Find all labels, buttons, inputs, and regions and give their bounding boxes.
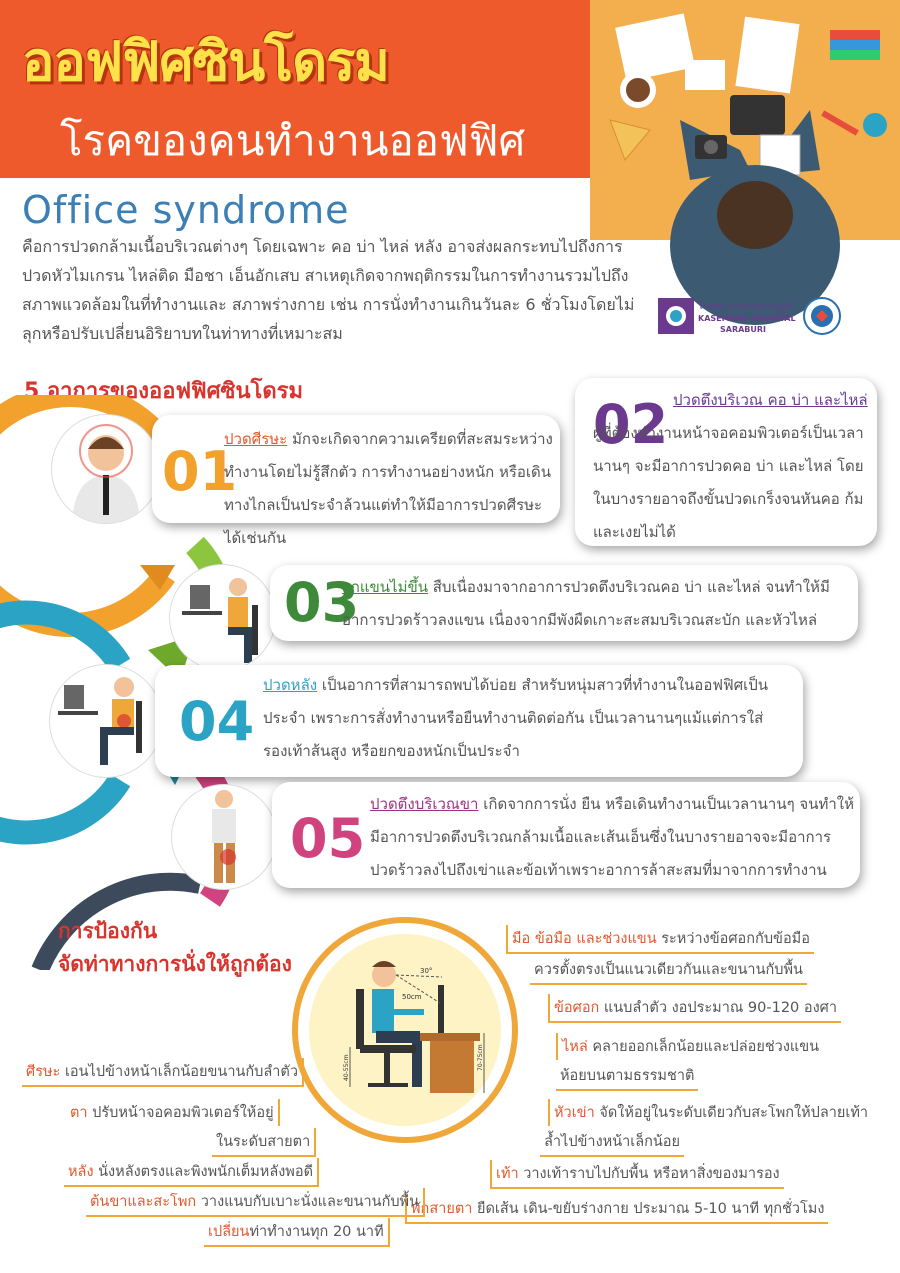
- tip-shoulder: [556, 1033, 823, 1060]
- logo-name-th: โรงพยาบาลเกษมราษฎร์: [698, 302, 792, 312]
- tip-text: จัดให้อยู่ในระดับเดียวกับสะโพกให้ปลายเท้า: [594, 1105, 869, 1121]
- tip-elbow: [548, 994, 841, 1023]
- accreditation-seal-icon: [802, 296, 842, 336]
- intro-heading: Office syndrome: [22, 188, 350, 232]
- symptom-text: [370, 788, 856, 887]
- view-distance-label: 50cm: [402, 993, 422, 1001]
- back-pain-illustration: [50, 665, 162, 777]
- tip-eyes-cont: [212, 1128, 316, 1157]
- intro-paragraph: คือการปวดกล้ามเนื้อบริเวณต่างๆ โดยเฉพาะ คอ บ่า ไหล่ หลัง อาจส่งผลกระทบไปถึงการปวดหัวไมเกรน ไหล่ติด มือชา เอ็นอักเสบ สาเหตุเกิดจากพฤติกรรมในการทำงานรวมไปถึงสภาพแวดล้อมในที่ทำงานและ สภาพร่างกาย เช่น การนั่งทำงานเกินวันละ 6 ชั่วโมงโดยไม่ลุกหรือปรับเปลี่ยนอิริยาบทในท่าทางที่เหมาะสม: [22, 237, 635, 343]
- symptom-desc: สืบเนื่องมาจากอาการปวดตึงบริเวณคอ บ่า และไหล่ จนทำให้มีอาการปวดร้าวลงแขน เนื่องจากมีพังผืดเกาะสะสมบริเวณสะบัก และหัวไหล่: [342, 578, 830, 629]
- tip-head: [22, 1058, 304, 1087]
- desk-height-label: 70-75cm: [477, 1044, 484, 1071]
- tip-eyes: [66, 1099, 280, 1126]
- symptom-title: ยกแขนไม่ขึ้น: [342, 578, 428, 596]
- symptom-desc: ผู้ที่ต้องทำงานหน้าจอคอมพิวเตอร์เป็นเวลานานๆ จะมีอาการปวดคอ บ่า และไหล่ โดยในบางรายอาจถึงขั้นปวดเกร็งจนหันคอ ก้ม และเงยไม่ได้: [593, 424, 864, 541]
- prevention-heading: [58, 915, 292, 981]
- tip-text: ห้อยบนตามธรรมชาติ: [560, 1068, 695, 1084]
- tip-key: ตา: [70, 1105, 88, 1121]
- symptom-title: ปวดตึงบริเวณ คอ บ่า และไหล่: [673, 391, 868, 409]
- tip-hands: [506, 925, 814, 954]
- tip-text: ท่าทำงานทุก 20 นาที: [249, 1224, 384, 1240]
- tip-key: ศีรษะ: [26, 1064, 61, 1080]
- tip-text: ล้ำไปข้างหน้าเล็กน้อย: [544, 1134, 681, 1150]
- tip-key: หลัง: [68, 1164, 94, 1180]
- symptom-desc: เป็นอาการที่สามารถพบได้บ่อย สำหรับหนุ่มสาวที่ทำงานในออฟฟิศเป็นประจำ เพราะการสั่งทำงานหรือยืนทำงานติดต่อกัน เป็นเวลานานๆแม้แต่การใส่รองเท้าส้นสูง หรือยกของหนักเป็นประจำ: [263, 676, 768, 760]
- symptom-desc: เกิดจากการนั่ง ยืน หรือเดินทำงานเป็นเวลานานๆ จนทำให้มีอาการปวดตึงบริเวณกล้ามเนื้อและเส้นเอ็นซึ่งในบางรายอาจจะมีอาการปวดร้าวลงไปถึงเข่าและข้อเท้าเพราะอาการล้าสะสมที่มาจากการทำงาน: [370, 795, 854, 879]
- tip-change-posture: [204, 1218, 390, 1247]
- tip-key: ข้อศอก: [554, 1000, 600, 1016]
- symptom-card-01: [152, 415, 560, 547]
- tip-rest-eyes: [405, 1195, 828, 1224]
- tip-thighs: [86, 1188, 425, 1217]
- symptom-text: [224, 423, 554, 555]
- symptom-title: ปวดศีรษะ: [224, 430, 288, 448]
- tip-key: เท้า: [496, 1166, 519, 1182]
- page-subtitle: โรคของคนทำงานออฟฟิศ: [60, 116, 526, 165]
- tip-text: ระหว่างข้อศอกกับข้อมือ: [656, 931, 810, 947]
- logo-branch: SARABURI: [720, 325, 767, 334]
- symptom-card-02: [575, 378, 877, 546]
- symptom-text: [342, 571, 852, 637]
- tip-text: คลายออกเล็กน้อยและปล่อยช่วงแขน: [587, 1039, 820, 1055]
- tip-text: ในระดับสายตา: [216, 1134, 311, 1150]
- raised-arm-illustration: [170, 565, 275, 670]
- tip-text: เอนไปข้างหน้าเล็กน้อยขนานกับลำตัว: [60, 1064, 298, 1080]
- symptom-title: ปวดตึงบริเวณขา: [370, 795, 479, 813]
- tip-key: ต้นขาและสะโพก: [90, 1194, 197, 1210]
- symptom-card-05: [272, 782, 860, 888]
- symptom-text: [593, 384, 873, 549]
- tip-shoulder-cont: [556, 1062, 698, 1091]
- tip-key: พักสายตา: [411, 1201, 473, 1217]
- tip-knees: [548, 1099, 872, 1126]
- headache-illustration: [52, 415, 160, 523]
- symptom-number: 04: [179, 690, 255, 753]
- symptom-title: ปวดหลัง: [263, 676, 318, 694]
- symptom-text: [263, 669, 793, 768]
- hospital-logo: [658, 296, 796, 336]
- tip-text: ควรตั้งตรงเป็นแนวเดียวกันและขนานกับพื้น: [534, 962, 803, 978]
- view-angle-label: 30°: [420, 967, 433, 975]
- tip-text: วางแนบกับเบาะนั่งและขนานกับพื้น: [196, 1194, 420, 1210]
- leg-pain-illustration: [172, 785, 276, 889]
- tip-feet: [490, 1160, 784, 1189]
- symptom-desc: มักจะเกิดจากความเครียดที่สะสมระหว่างทำงานโดยไม่รู้สึกตัว การทำงานอย่างหนัก หรือเดินทางไกลเป็นประจำล้วนแต่ทำให้มีอาการปวดศีรษะได้เช่นกัน: [224, 430, 553, 547]
- page-title: ออฟฟิศซินโดรม: [22, 30, 389, 93]
- symptom-number: 03: [284, 571, 360, 634]
- prevention-heading-line2: จัดท่าทางการนั่งให้ถูกต้อง: [58, 952, 292, 976]
- tip-text: ปรับหน้าจอคอมพิวเตอร์ให้อยู่: [87, 1105, 274, 1121]
- symptom-card-03: [270, 565, 858, 641]
- symptom-number: 02: [593, 393, 669, 456]
- tip-key: เปลี่ยน: [208, 1224, 250, 1240]
- tip-key: ไหล่: [562, 1039, 588, 1055]
- tip-text: แนบลำตัว งอประมาณ 90-120 องศา: [599, 1000, 838, 1016]
- posture-illustration: [290, 915, 520, 1145]
- logo-name-en: KASEMRAD HOSPITAL: [698, 314, 796, 323]
- symptom-number: 01: [162, 440, 238, 503]
- tip-knees-cont: [540, 1128, 684, 1157]
- symptoms-heading: 5 อาการของออฟฟิศซินโดรม: [24, 379, 303, 404]
- tip-text: วางเท้าราบไปกับพื้น หรือหาสิ่งของมารอง: [518, 1166, 780, 1182]
- tip-back: [64, 1158, 319, 1187]
- tip-text: นั่งหลังตรงและพิงพนักเต็มหลังพอดี: [93, 1164, 313, 1180]
- tip-key: หัวเข่า: [554, 1105, 595, 1121]
- tip-text: ยืดเส้น เดิน-ขยับร่างกาย ประมาณ 5-10 นาที ทุกชั่วโมง: [472, 1201, 825, 1217]
- tip-hands-cont: [530, 956, 807, 985]
- symptom-card-04: [155, 665, 803, 777]
- chair-height-label: 40-55cm: [343, 1054, 350, 1081]
- tip-key: มือ ข้อมือ และช่วงแขน: [512, 931, 657, 947]
- prevention-heading-line1: การป้องกัน: [58, 919, 158, 943]
- symptom-number: 05: [290, 807, 366, 870]
